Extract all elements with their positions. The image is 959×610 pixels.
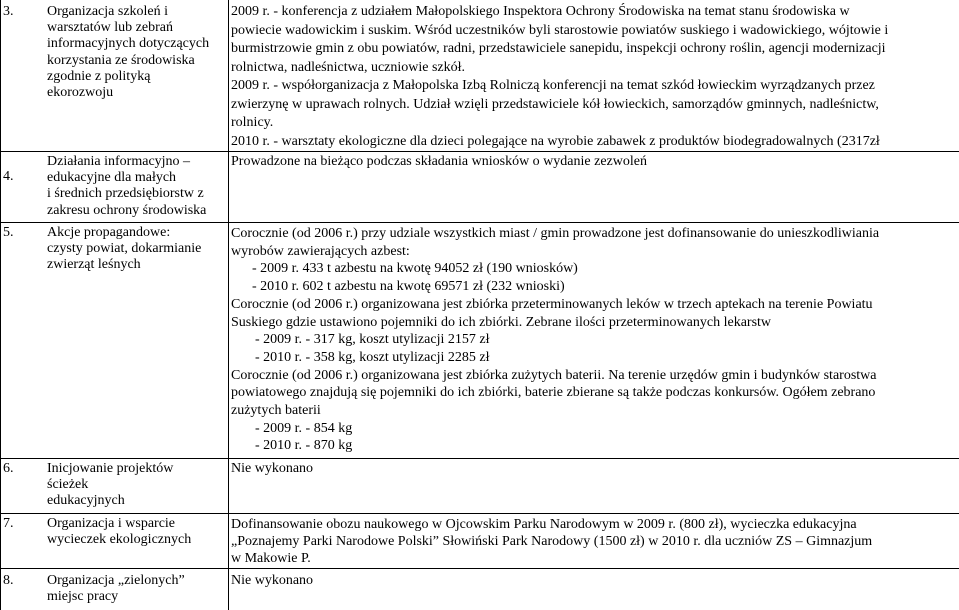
row-number: 7. [3, 516, 14, 531]
row-label: Organizacja „zielonych” miejsc pracy [47, 573, 185, 605]
row-content: Nie wykonano [231, 461, 314, 476]
row-divider [0, 458, 959, 459]
row-content: Corocznie (od 2006 r.) przy udziale wszystkich miast / gmin prowadzone jest dofinansowanie do unieszkodliwiania wyrobów zawierających azbest: - 2009 r. 433 t azbestu na kwotę 94052 zł (190 wniosków) - 2010 r. 602 t azbestu na kwotę 69571 zł (232 wnioski) Corocznie (od 2006 r.) organizowana jest zbiórka przeterminowanych leków w trzech aptekach na terenie Powiatu Suskiego gdzie ustawiono pojemniki do ich zbiórki. Zebrane ilości przeterminowanych lekarstw - 2009 r. - 317 kg, koszt utylizacji 2157 zł - 2010 r. - 358 kg, koszt utylizacji 2285 zł Corocznie (od 2006 r.) organizowana jest zbiórka zużytych baterii. Na terenie urzędów gmin i budynków starostwa powiatowego znajdują się pojemniki do ich zbiórki, baterie zbierane są także podczas konkursów. Ogółem zebrano zużytych baterii - 2009 r. - 854 kg - 2010 r. - 870 kg [231, 226, 880, 454]
row-content: 2009 r. - konferencja z udziałem Małopolskiego Inspektora Ochrony Środowiska na temat stanu środowiska w powiecie wadowickim i suskim. Wśród uczestników byli starostowie powiatów suskiego i wadowickiego, wójtowie i burmistrzowie gmin z obu powiatów, radni, przedstawiciele sanepidu, inspekcji ochrony roślin, agencji modernizacji rolnictwa, nadleśnictwa, uczniowie szkół. 2009 r. - współorganizacja z Małopolska Izbą Rolniczą konferencji na temat szkód łowieckim wyrządzanych przez zwierzynę w uprawach rolnych. Udział wzięli przedstawiciele kół łowieckich, samorządów gminnych, nadleśnictw, rolnicy. 2010 r. - warsztaty ekologiczne dla dzieci polegające na wyrobie zabawek z produktów biodegradowalnych (2317zł [231, 4, 889, 149]
row-divider [0, 222, 959, 223]
row-label: Inicjowanie projektów ścieżek edukacyjnych [47, 461, 174, 509]
row-content: Nie wykonano [231, 573, 314, 588]
row-label: Organizacja i wsparcie wycieczek ekologicznych [47, 516, 192, 548]
row-content: Prowadzone na bieżąco podczas składania wniosków o wydanie zezwoleń [231, 154, 647, 169]
table-border-left [0, 0, 1, 610]
row-number: 5. [3, 225, 14, 240]
column-divider [228, 0, 229, 610]
row-number: 3. [3, 4, 14, 19]
row-divider [0, 513, 959, 514]
row-content: Dofinansowanie obozu naukowego w Ojcowskim Parku Narodowym w 2009 r. (800 zł), wycieczka edukacyjna „Poznajemy Parki Narodowe Polski” Słowiński Park Narodowy (1500 zł) w 2010 r. dla uczniów ZS – Gimnazjum w Makowie P. [231, 517, 873, 566]
row-number: 8. [3, 573, 14, 588]
row-label: Organizacja szkoleń i warsztatów lub zebrań informacyjnych dotyczących korzystania ze środowiska zgodnie z polityką ekorozwoju [47, 4, 210, 101]
row-label: Akcje propagandowe: czysty powiat, dokarmianie zwierząt leśnych [47, 225, 202, 273]
row-divider [0, 568, 959, 569]
row-divider [0, 151, 959, 152]
row-number: 6. [3, 461, 14, 476]
row-number: 4. [3, 169, 14, 184]
row-label: Działania informacyjno – edukacyjne dla małych i średnich przedsiębiorstw z zakresu ochrony środowiska [47, 154, 207, 218]
